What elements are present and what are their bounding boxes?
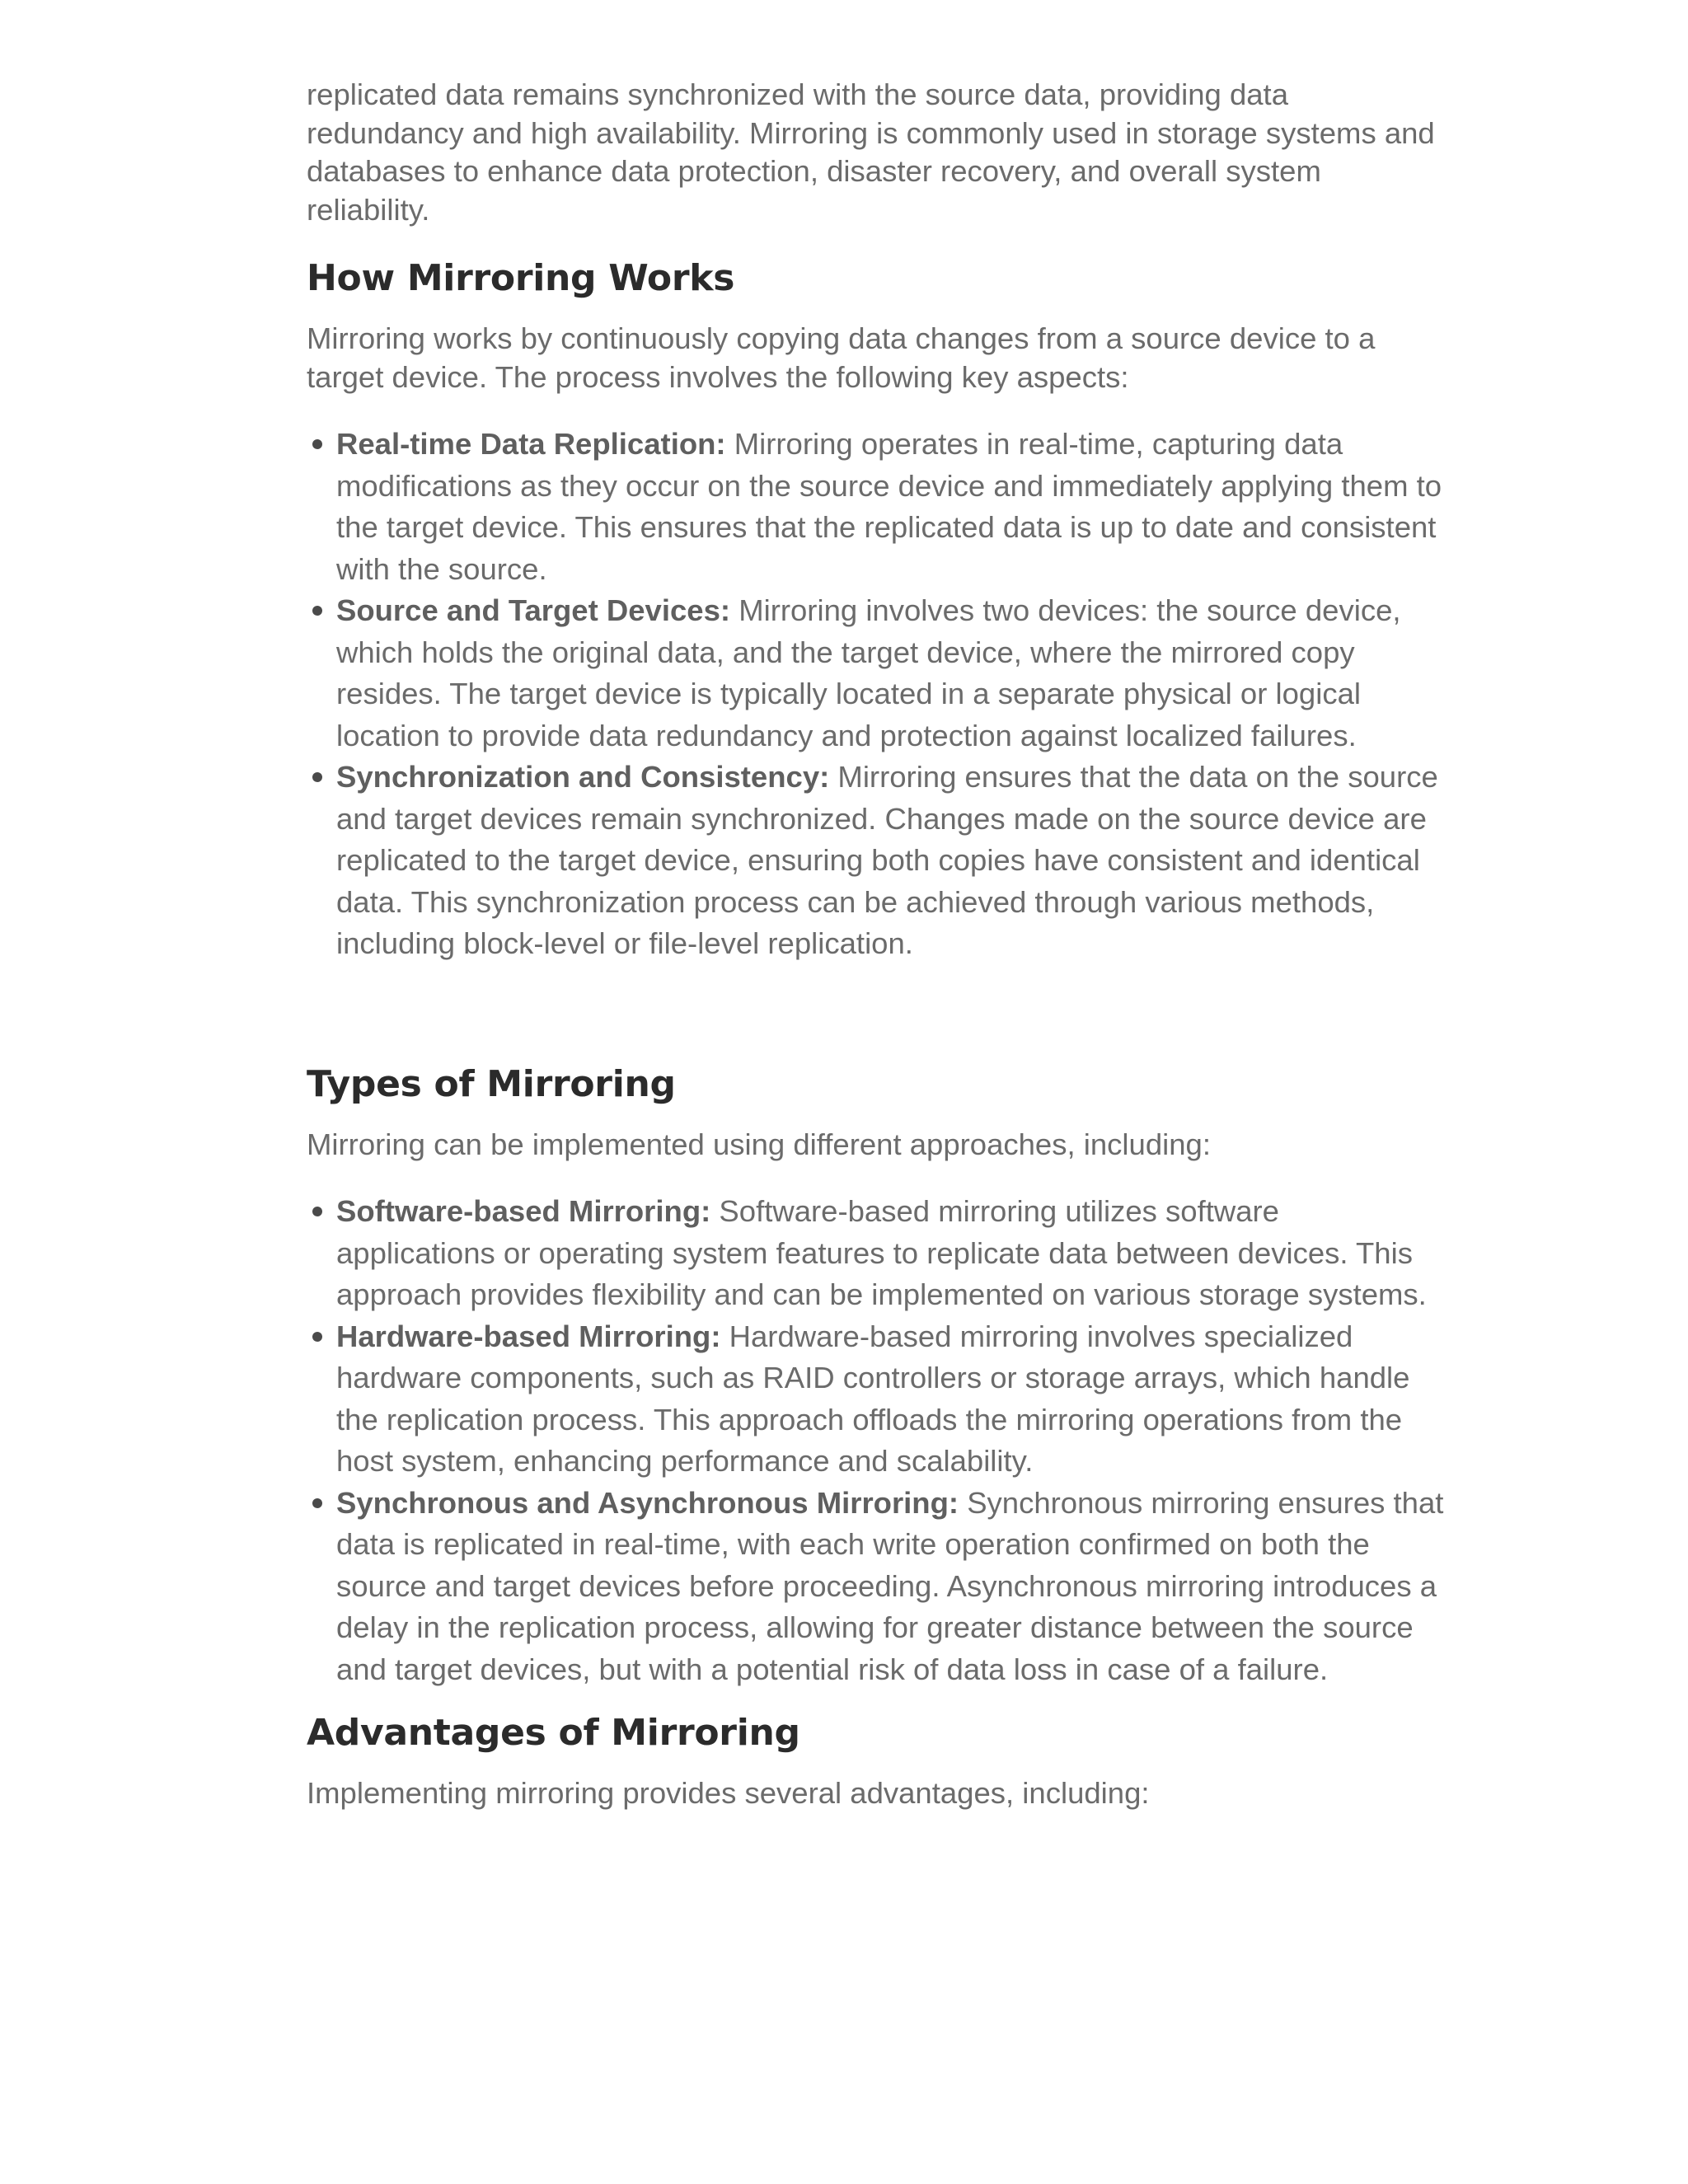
list-item-term: Hardware-based Mirroring: [336, 1319, 721, 1353]
document-page [307, 76, 1444, 1813]
list-item [336, 757, 1444, 965]
section-intro-advantages: Implementing mirroring provides several advantages, including: [307, 1776, 1150, 1810]
list-item-text: Mirroring ensures that the data on the source and target devices remain synchronized. Changes made on the source device are replicated to the target device, ensuring both copies have consistent and identical data. This synchronization process can be achieved through various methods, including block-level or file-level replication. [336, 760, 1438, 960]
section-heading-advantages-of-mirroring: Advantages of Mirroring [307, 1712, 800, 1754]
list-item-term: Synchronization and Consistency: [336, 760, 830, 794]
bullet-list-types [307, 1191, 1444, 1690]
section-how-mirroring-works [307, 254, 1444, 965]
section-intro-how: Mirroring works by continuously copying data changes from a source device to a target device. The process involves the following key aspects: [307, 321, 1376, 394]
section-heading-types-of-mirroring: Types of Mirroring [307, 1062, 676, 1105]
list-item-term: Source and Target Devices: [336, 593, 731, 627]
list-item-text: Hardware-based mirroring involves specialized hardware components, such as RAID controllers or storage arrays, which handle the replication process. This approach offloads the mirroring operations from the host system, enhancing performance and scalability. [336, 1319, 1410, 1478]
list-item [336, 590, 1444, 757]
list-item-text: Mirroring involves two devices: the source device, which holds the original data, and the target device, where the mirrored copy resides. The target device is typically located in a separate physical or logical location to provide data redundancy and protection against localized failures. [336, 593, 1401, 752]
list-item [336, 1316, 1444, 1483]
list-item-term: Synchronous and Asynchronous Mirroring: [336, 1485, 959, 1520]
list-item [336, 1483, 1444, 1691]
section-advantages-of-mirroring [307, 1708, 1444, 1813]
section-heading-how-mirroring-works: How Mirroring Works [307, 257, 735, 299]
list-item-text: Synchronous mirroring ensures that data is replicated in real-time, with each write operation confirmed on both the source and target devices before proceeding. Asynchronous mirroring introduces a delay in the replication process, allowing for greater distance between the source and target devices, but with a potential risk of data loss in case of a failure. [336, 1485, 1444, 1686]
list-item-text: Software-based mirroring utilizes software applications or operating system features to replicate data between devices. This approach provides flexibility and can be implemented on various storage systems. [336, 1194, 1427, 1311]
list-item [336, 1191, 1444, 1316]
list-item-text: Mirroring operates in real-time, capturing data modifications as they occur on the source device and immediately applying them to the target device. This ensures that the replicated data is up to date and consistent with the source. [336, 427, 1442, 586]
section-types-of-mirroring [307, 1060, 1444, 1691]
list-item-term: Software-based Mirroring: [336, 1194, 711, 1228]
bullet-list-how [307, 424, 1444, 965]
list-item [336, 424, 1444, 590]
intro-paragraph: replicated data remains synchronized with the source data, providing data redundancy and high availability. Mirroring is commonly used in storage systems and databases to enhance data protection, disaster recovery, and overall system reliability. [307, 77, 1435, 227]
section-intro-types: Mirroring can be implemented using different approaches, including: [307, 1127, 1211, 1161]
list-item-term: Real-time Data Replication: [336, 427, 726, 461]
